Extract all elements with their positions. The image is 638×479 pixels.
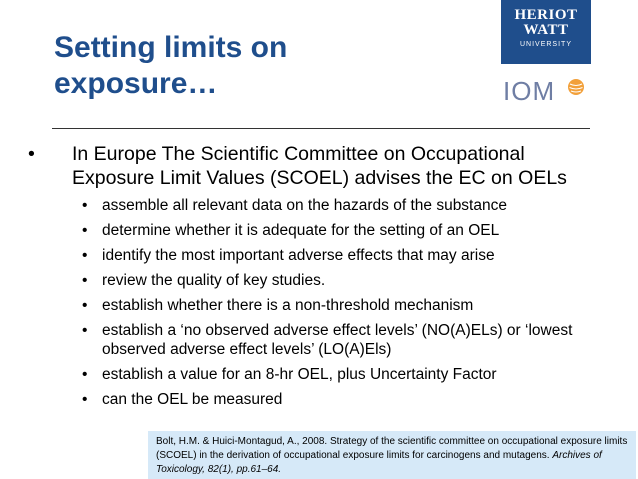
bullet-marker: •	[28, 143, 35, 165]
heriot-watt-logo	[501, 0, 591, 64]
bullet-marker: •	[82, 391, 88, 408]
heriot-watt-logo-line1: HERIOT	[514, 7, 578, 23]
bullet-marker: •	[82, 297, 88, 314]
list-item	[82, 296, 612, 315]
list-item	[82, 196, 612, 215]
list-item	[82, 365, 612, 384]
list-item-text: identify the most important adverse effects that may arise	[102, 247, 495, 264]
list-item-text: can the OEL be measured	[102, 391, 283, 408]
list-item	[82, 221, 612, 240]
bullet-marker: •	[82, 222, 88, 239]
slide-title-line2: exposure…	[54, 67, 218, 100]
list-item-text: review the quality of key studies.	[102, 272, 326, 289]
bullet-marker: •	[82, 197, 88, 214]
list-item	[82, 321, 612, 359]
bullet-marker: •	[82, 366, 88, 383]
iom-logo-text: IOM	[503, 76, 556, 106]
sub-bullet-list	[82, 196, 612, 415]
slide-title-line1: Setting limits on	[54, 31, 288, 64]
slide-title	[54, 30, 474, 102]
list-item-text: establish whether there is a non-threshold mechanism	[102, 297, 474, 314]
bullet-marker: •	[82, 322, 88, 339]
list-item	[82, 271, 612, 290]
list-item	[82, 390, 612, 409]
bullet-marker: •	[82, 247, 88, 264]
main-bullet-text: In Europe The Scientific Committee on Occupational Exposure Limit Values (SCOEL) advises the EC on OELs	[72, 143, 567, 189]
title-divider	[52, 128, 590, 129]
iom-logo	[503, 76, 603, 106]
bullet-marker: •	[82, 272, 88, 289]
list-item-text: assemble all relevant data on the hazards of the substance	[102, 197, 507, 214]
list-item-text: determine whether it is adequate for the setting of an OEL	[102, 222, 500, 239]
heriot-watt-logo-line3: UNIVERSITY	[519, 41, 572, 48]
citation-journal: Archives of Toxicology, 82(1), pp.61–64.	[156, 450, 602, 475]
sun-icon	[567, 78, 585, 96]
list-item-text: establish a ‘no observed adverse effect levels’ (NO(A)ELs) or ‘lowest observed adverse effect levels’ (LO(A)Els)	[102, 322, 573, 358]
list-item-text: establish a value for an 8-hr OEL, plus Uncertainty Factor	[102, 366, 497, 383]
heriot-watt-logo-line2: WATT	[523, 22, 569, 38]
list-item	[82, 246, 612, 265]
citation-box	[148, 431, 636, 479]
citation-text: Bolt, H.M. & Huici-Montagud, A., 2008. Strategy of the scientific committee on occupational exposure limits (SCOEL) in the derivation of occupational exposure limits for carcinogens and mutagens.	[156, 436, 628, 461]
